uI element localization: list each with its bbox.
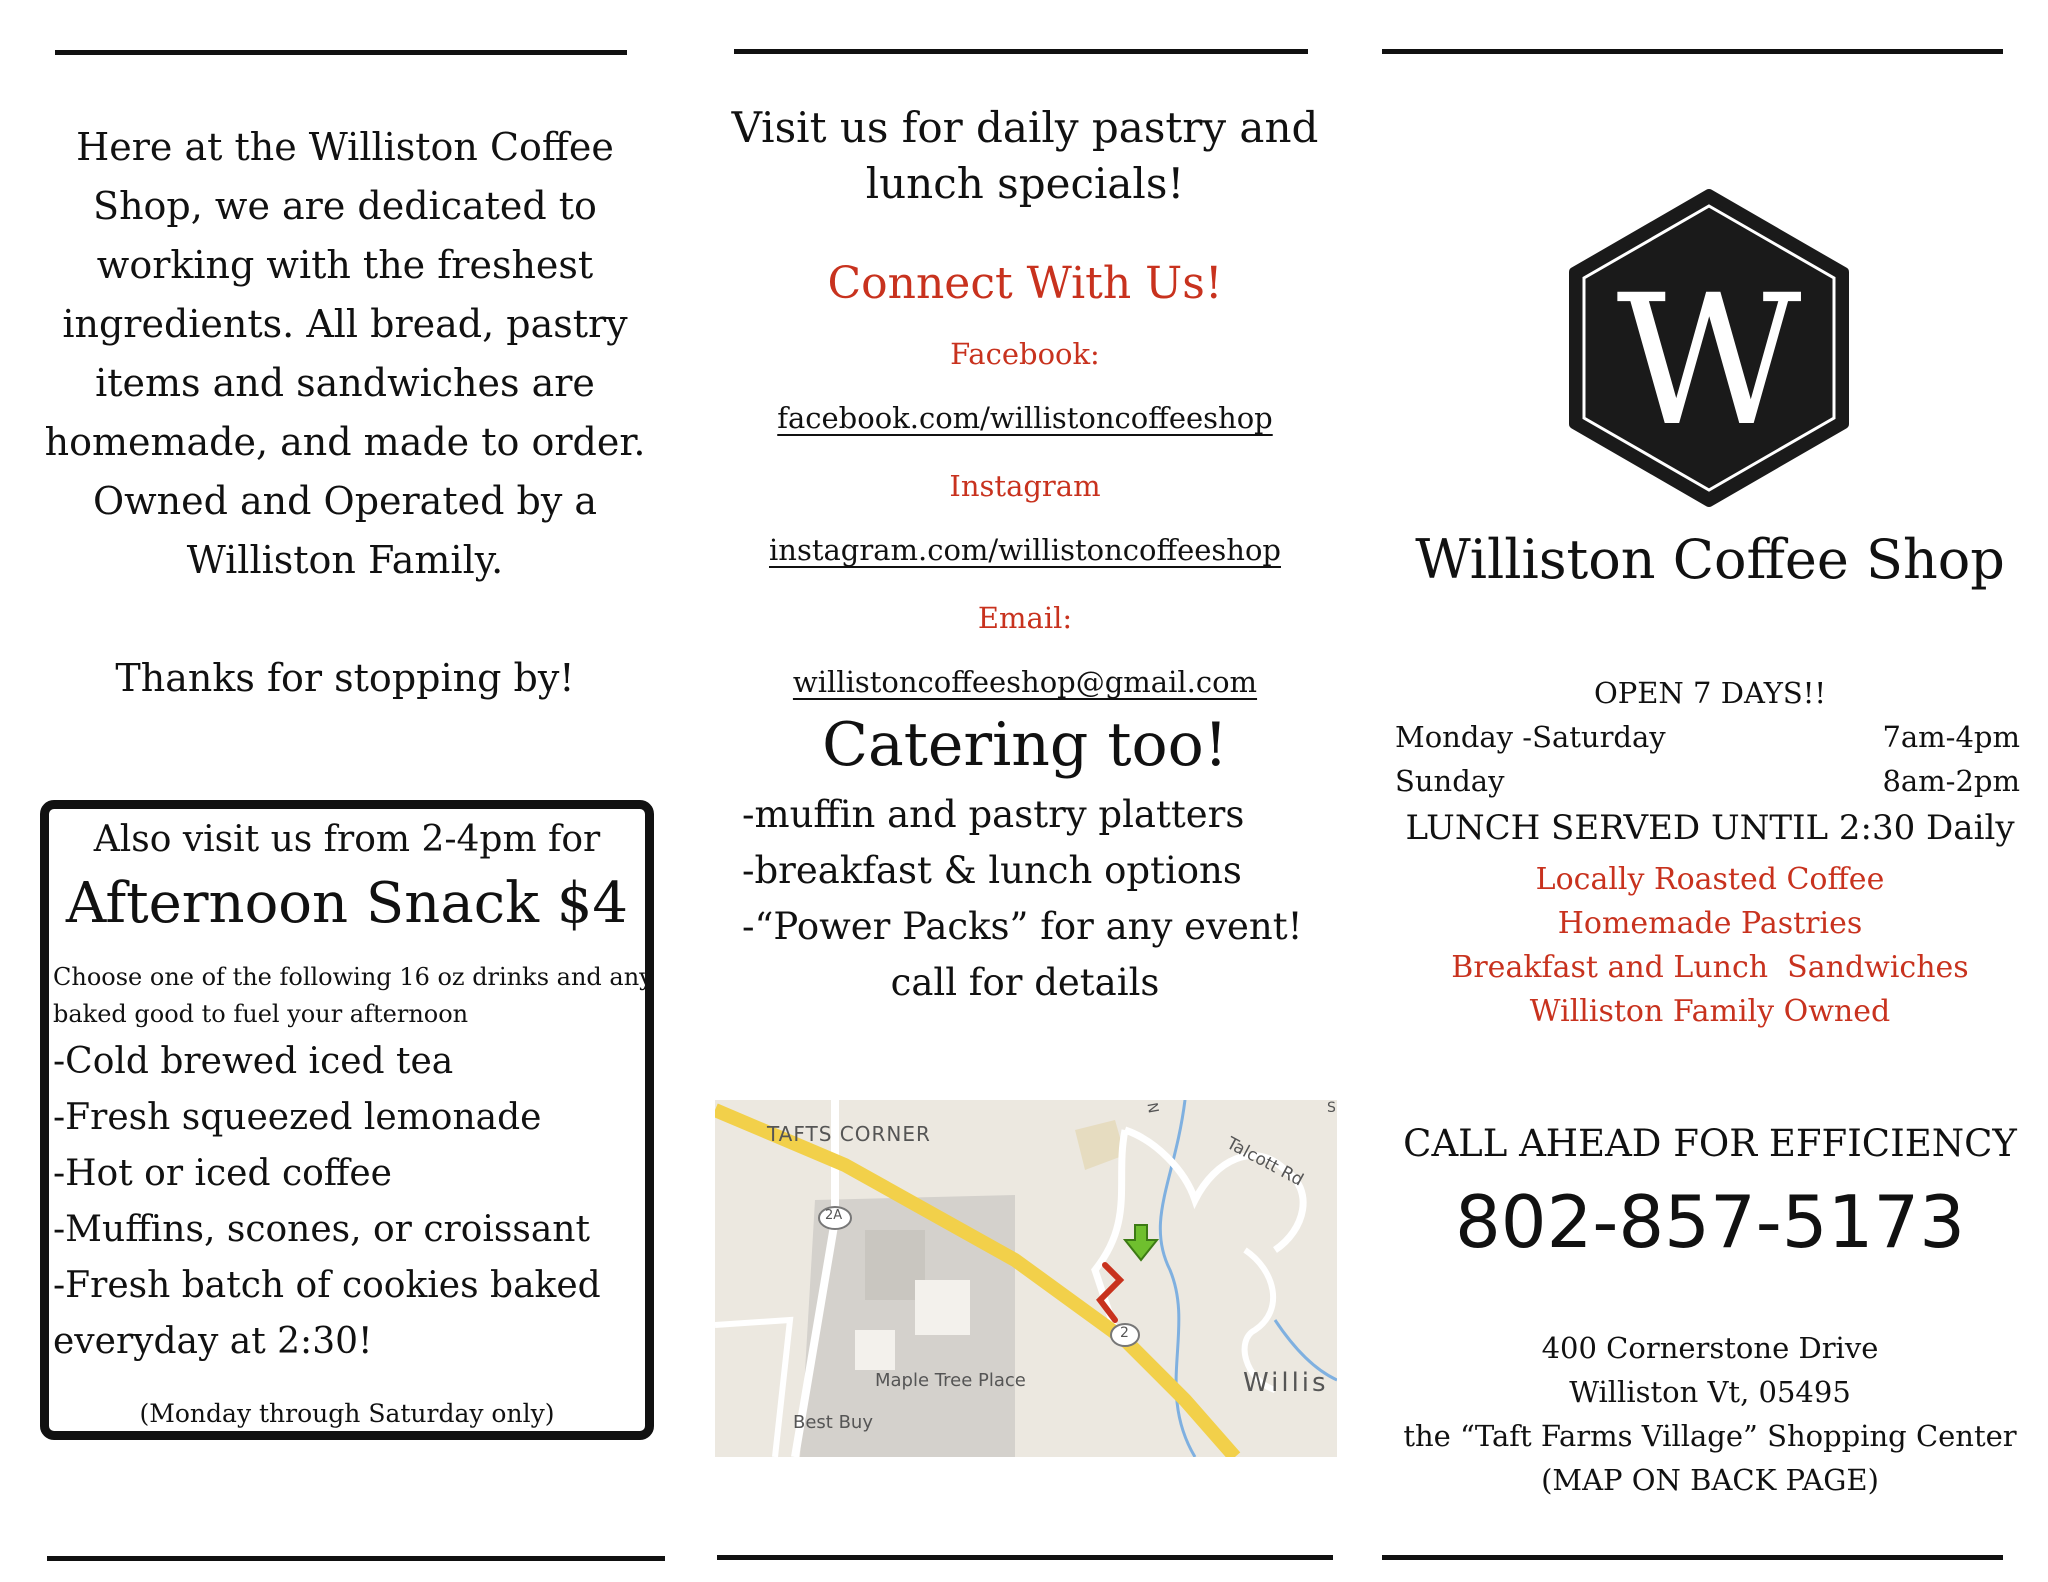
snack-note: (Monday through Saturday only) [139,1399,555,1428]
top-rule-right [1382,49,2003,54]
snack-description: Choose one of the following 16 oz drinks and any baked good to fuel your afternoon [53,963,653,1028]
phone-number[interactable]: 802-857-5173 [1454,1180,1966,1264]
map-label-edge-s: S [1327,1100,1336,1116]
shop-name: Williston Coffee Shop [1415,528,2005,591]
address-line: 400 Cornerstone Drive [1541,1331,1879,1365]
map-label-route-2: 2 [1120,1325,1129,1341]
email-link[interactable]: willistoncoffeeshop@gmail.com [792,665,1258,699]
facebook-label: Facebook: [950,337,1100,371]
feature-item: Breakfast and Lunch Sandwiches [1451,950,1969,985]
hours-time: 7am-4pm [1882,720,2020,754]
intro-paragraph: Here at the Williston Coffee Shop, we are dedicated to working with the freshest ingredients. All bread, pastry items and sandwiches are homemade, and made to order. Owned and Operated by a Williston Family. [44,125,646,582]
snack-item: -Muffins, scones, or croissant [53,1209,590,1250]
catering-item: -“Power Packs” for any event! [742,905,1303,948]
snack-item-list [53,1034,653,1370]
top-rule-left [55,50,627,55]
bottom-rule-left [47,1556,665,1561]
top-rule-middle [734,49,1308,54]
intro-section [40,118,650,708]
address-line: (MAP ON BACK PAGE) [1541,1463,1879,1497]
map-label-maple-tree-place: Maple Tree Place [875,1370,1026,1391]
map-building [855,1330,895,1370]
snack-item: -Fresh squeezed lemonade [53,1097,542,1138]
snack-item: -Cold brewed iced tea [53,1041,454,1082]
lunch-hours: LUNCH SERVED UNTIL 2:30 Daily [1405,808,2015,848]
facebook-link[interactable]: facebook.com/willistoncoffeeshop [777,401,1273,435]
catering-title: Catering too! [822,710,1228,780]
location-map[interactable] [715,1100,1337,1457]
instagram-label: Instagram [949,469,1101,503]
map-label-north: N [1143,1101,1162,1115]
address-line: Williston Vt, 05495 [1569,1375,1851,1409]
address-block [1385,1326,2035,1502]
snack-title: Afternoon Snack $4 [65,871,629,936]
coffee-shop-logo [1564,188,1854,508]
hours-headline: OPEN 7 DAYS!! [1593,676,1827,710]
snack-lead: Also visit us from 2-4pm for [93,819,601,860]
map-building [915,1280,970,1335]
map-label-best-buy: Best Buy [793,1412,873,1433]
snack-item: -Fresh batch of cookies baked everyday at 2:30! [53,1265,601,1362]
map-label-route-2a: 2A [825,1208,843,1223]
email-label: Email: [977,601,1073,635]
feature-list [1385,858,2035,1034]
catering-list [742,787,1330,955]
instagram-link[interactable]: instagram.com/willistoncoffeeshop [769,533,1281,567]
map-label-williston: Willis [1243,1368,1329,1398]
snack-item: -Hot or iced coffee [53,1153,392,1194]
catering-item: -breakfast & lunch options [742,849,1242,892]
feature-item: Homemade Pastries [1557,906,1863,941]
specials-text: Visit us for daily pastry and lunch specials! [731,103,1319,208]
map-label-talcott-rd: Talcott Rd [1223,1133,1307,1191]
feature-item: Williston Family Owned [1529,994,1891,1029]
map-label-tafts-corner: TAFTS CORNER [767,1122,931,1146]
thanks-message: Thanks for stopping by! [115,656,575,700]
middle-column [720,100,1330,1011]
catering-item: -muffin and pastry platters [742,793,1245,836]
catering-call: call for details [890,961,1160,1004]
feature-item: Locally Roasted Coffee [1535,862,1885,897]
hours-time: 8am-2pm [1882,764,2020,798]
address-line: the “Taft Farms Village” Shopping Center [1403,1419,2017,1453]
afternoon-snack-box [40,800,654,1440]
hours-day: Monday -Saturday [1395,720,1666,754]
logo-letter: W [1616,257,1802,466]
bottom-rule-middle [717,1555,1333,1560]
bottom-rule-right [1382,1555,2003,1560]
connect-title: Connect With Us! [827,258,1223,309]
hours-day: Sunday [1395,764,1505,798]
call-ahead-text: CALL AHEAD FOR EFFICIENCY [1403,1122,2017,1165]
